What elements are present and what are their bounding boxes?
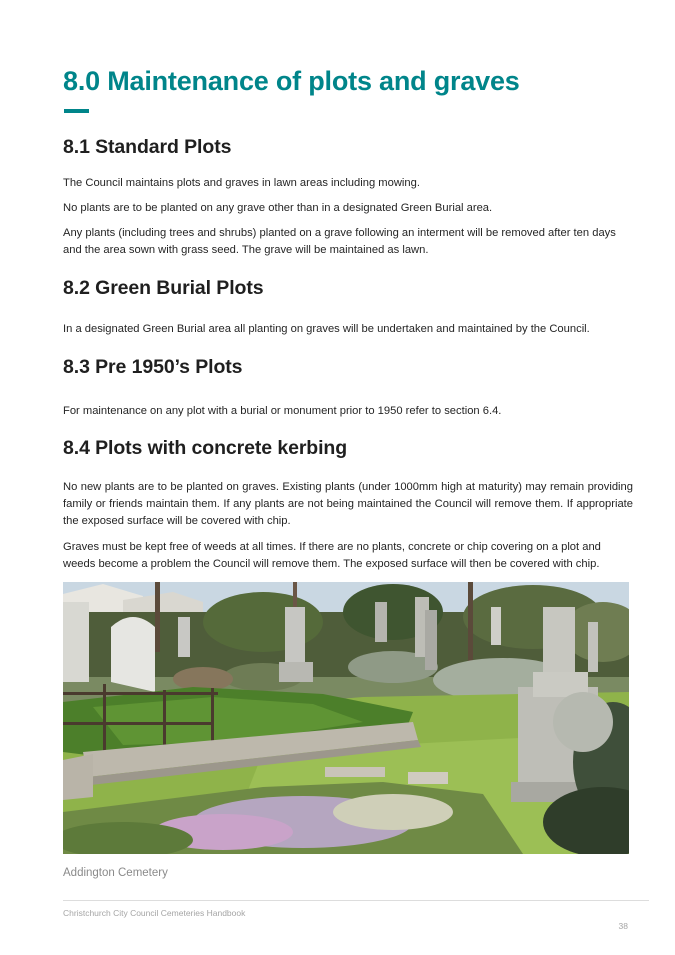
- paragraph: Any plants (including trees and shrubs) planted on a grave following an interment will be removed after ten days and the area sown with grass seed. The grave will be maintained as lawn.: [63, 227, 616, 256]
- section-heading-pre-1950s-plots: 8.3 Pre 1950’s Plots: [63, 356, 243, 378]
- paragraph: In a designated Green Burial area all planting on graves will be undertaken and maintained by the Council.: [63, 323, 590, 335]
- footer-divider: [63, 900, 649, 901]
- page-number: 38: [618, 921, 628, 931]
- footer-text: Christchurch City Council Cemeteries Handbook: [63, 908, 246, 918]
- title-underline: [64, 109, 89, 113]
- page-title: 8.0 Maintenance of plots and graves: [63, 66, 520, 96]
- paragraph: No plants are to be planted on any grave other than in a designated Green Burial area.: [63, 202, 493, 214]
- paragraph: The Council maintains plots and graves in lawn areas including mowing.: [63, 177, 420, 189]
- section-heading-green-burial-plots: 8.2 Green Burial Plots: [63, 277, 264, 299]
- section-heading-standard-plots: 8.1 Standard Plots: [63, 136, 232, 158]
- paragraph: No new plants are to be planted on graves. Existing plants (under 1000mm high at maturity) may remain providing family or friends maintain them. If any plants are not being maintained the Council will remove them. If appropriate the exposed surface will be covered with chip.: [63, 481, 633, 527]
- paragraph: Graves must be kept free of weeds at all times. If there are no plants, concrete or chip covering on a plot and weeds become a problem the Council will remove them. The exposed surface will then be covered with chip.: [63, 541, 601, 570]
- paragraph: For maintenance on any plot with a burial or monument prior to 1950 refer to section 6.4.: [63, 405, 502, 417]
- figure-caption: Addington Cemetery: [63, 867, 168, 879]
- cemetery-photo: [63, 582, 629, 854]
- section-heading-concrete-kerbing: 8.4 Plots with concrete kerbing: [63, 437, 348, 459]
